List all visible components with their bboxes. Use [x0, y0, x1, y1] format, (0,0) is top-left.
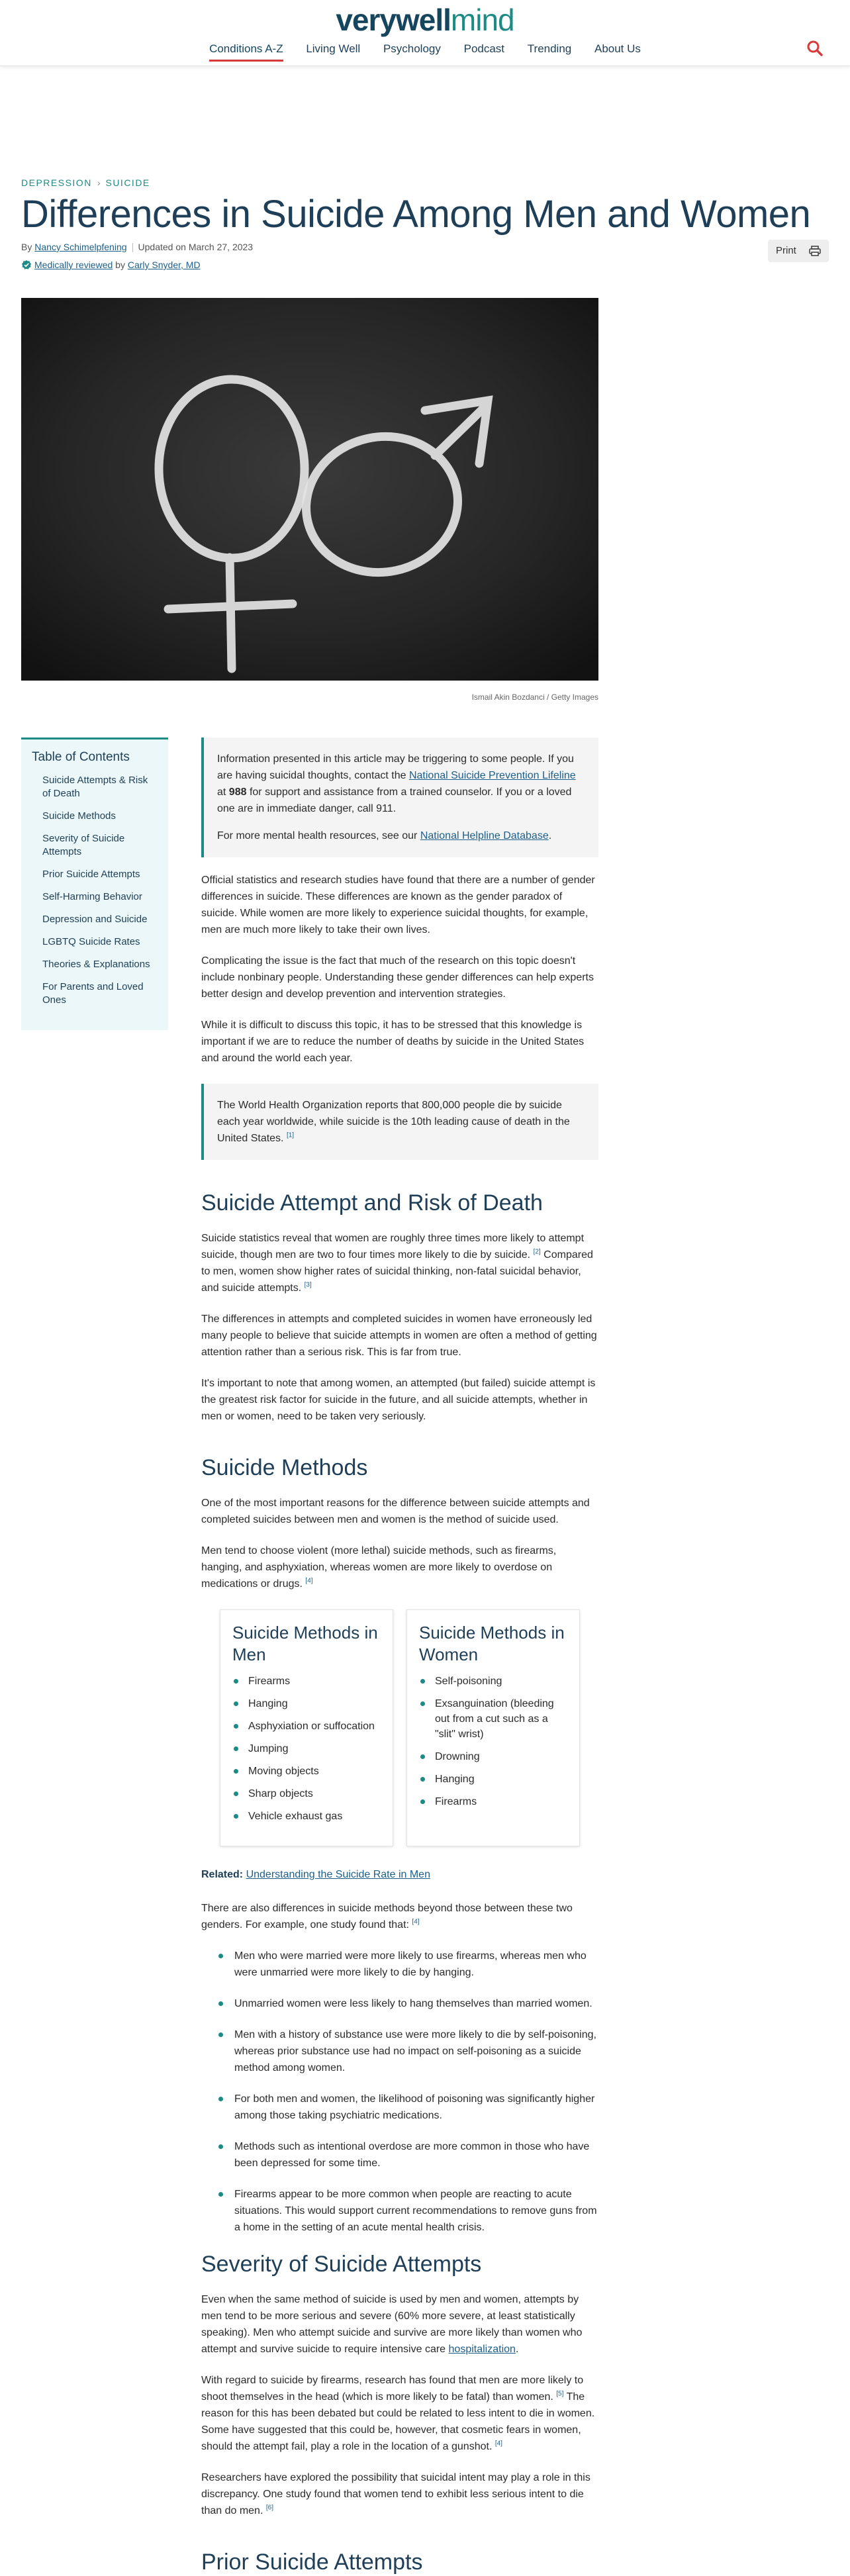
citation-ref[interactable]: [6] [265, 2504, 273, 2512]
hero-image [21, 298, 598, 681]
paragraph-text: Suicide statistics reveal that women are roughly three times more likely to attempt suicide, though men are two to four times more likely to die by suicide. [201, 1233, 585, 1261]
printer-icon [809, 246, 821, 256]
toc-item-severity[interactable]: Severity of Suicide Attempts [42, 833, 125, 857]
lifeline-link[interactable]: National Suicide Prevention Lifeline [408, 770, 576, 781]
related-article-link[interactable]: Understanding the Suicide Rate in Men [246, 1869, 430, 1880]
list-item: Jumping [232, 1741, 381, 1756]
list-item: Men with a history of substance use were more likely to die by self-poisoning, whereas prior substance use had no impact on self-poisoning as a suicide method among women. [218, 2027, 598, 2076]
callout-paragraph-1 [217, 751, 585, 817]
trigger-warning-callout [201, 738, 598, 857]
callout-text: for support and assistance from a trained counselor. If you or a loved one are in immediate danger, call 911. [217, 787, 572, 814]
print-button[interactable] [768, 240, 829, 262]
nav-podcast[interactable]: Podcast [463, 42, 505, 55]
image-credit: Ismail Akin Bozdanci / Getty Images [471, 692, 598, 702]
heading-suicide-methods: Suicide Methods [201, 1455, 368, 1480]
list-item: Asphyxiation or suffocation [232, 1719, 381, 1734]
list-item: Drowning [419, 1749, 567, 1764]
breadcrumb-chevron-icon: › [97, 177, 101, 188]
methods-paragraph-1: One of the most important reasons for the difference between suicide attempts and completed suicides between men and women is the method of suicide used. [201, 1498, 590, 1525]
methods-women-list [419, 1674, 567, 1809]
attempts-paragraph-1 [201, 1230, 598, 1296]
table-of-contents [21, 738, 168, 1030]
citation-ref[interactable]: [4] [495, 2440, 502, 2448]
list-item: Firearms appear to be more common when people are reacting to acute situations. This would support current recommendations to remove guns from a home in the setting of an acute mental health crisis. [218, 2186, 598, 2236]
toc-item-theories[interactable]: Theories & Explanations [42, 959, 150, 970]
attempts-paragraph-3: It's important to note that among women, an attempted (but failed) suicide attempt is the greatest risk factor for suicide in the future, and all suicide attempts, whether in men or women, need to be taken very seriously. [201, 1378, 596, 1422]
who-statistic-text [217, 1097, 585, 1147]
methods-paragraph-3 [201, 1900, 598, 1933]
toc-item-methods[interactable]: Suicide Methods [42, 810, 116, 822]
updated-date: Updated on March 27, 2023 [138, 242, 254, 252]
methods-men-title: Suicide Methods in Men [232, 1623, 378, 1664]
breadcrumb [21, 177, 150, 188]
page-title: Differences in Suicide Among Men and Women [21, 193, 811, 236]
list-item: Firearms [232, 1674, 381, 1689]
gender-symbols-chalk-illustration [21, 298, 598, 681]
list-item: Firearms [419, 1794, 567, 1809]
byline-prefix: By [21, 242, 32, 252]
nav-conditions[interactable]: Conditions A-Z [209, 42, 283, 62]
toc-item-lgbtq[interactable]: LGBTQ Suicide Rates [42, 936, 140, 947]
reviewed-by-word: by [115, 260, 125, 270]
medical-review [21, 260, 201, 270]
helpline-database-link[interactable]: National Helpline Database [420, 830, 549, 841]
callout-text: For more mental health resources, see our [217, 830, 418, 841]
list-item: Hanging [232, 1696, 381, 1711]
verified-check-icon [21, 260, 32, 270]
nav-trending[interactable]: Trending [527, 42, 572, 55]
list-item: Sharp objects [232, 1786, 381, 1801]
methods-men-list [232, 1674, 381, 1824]
main-nav [0, 42, 850, 62]
attempts-paragraph-2: The differences in attempts and completed suicides in women have erroneously led many people to believe that suicide attempts in women are often a method of getting attention rather than a serious risk. This is far from true. [201, 1313, 597, 1358]
list-item: Hanging [419, 1772, 567, 1787]
toc-item-parents[interactable]: For Parents and Loved Ones [42, 981, 144, 1006]
print-label: Print [776, 245, 796, 256]
list-item: Men who were married were more likely to use firearms, whereas men who were unmarried were more likely to die by hanging. [218, 1948, 598, 1981]
methods-paragraph-2 [201, 1543, 598, 1592]
list-item: Exsanguination (bleeding out from a cut such as a "slit" wrist) [419, 1696, 567, 1742]
citation-ref[interactable]: [1] [286, 1131, 295, 1139]
related-article [201, 1866, 598, 1883]
list-item: Moving objects [232, 1764, 381, 1779]
paragraph-text: Men tend to choose violent (more lethal) suicide methods, such as firearms, hanging, and asphyxiation, whereas women are more likely to overdose on medications or drugs. [201, 1545, 557, 1590]
intro-paragraph-3: While it is difficult to discuss this topic, it has to be stressed that this knowledge is important if we are to reduce the number of deaths by suicide in the United States and around the world each year. [201, 1020, 585, 1064]
breadcrumb-depression[interactable]: DEPRESSION [21, 177, 92, 188]
methods-women-title: Suicide Methods in Women [419, 1623, 565, 1664]
callout-text: at [217, 787, 226, 798]
who-text: The World Health Organization reports that 800,000 people die by suicide each year worldwide, while suicide is the 10th leading cause of death in the United States. [217, 1100, 570, 1144]
citation-ref[interactable]: [2] [533, 1248, 541, 1256]
heading-attempts-risk: Suicide Attempt and Risk of Death [201, 1190, 543, 1216]
methods-women-card [406, 1609, 580, 1846]
nav-psychology[interactable]: Psychology [383, 42, 441, 55]
citation-ref[interactable]: [3] [304, 1281, 312, 1289]
list-item: Self-poisoning [419, 1674, 567, 1689]
intro-paragraph-2: Complicating the issue is the fact that much of the research on this topic doesn't include nonbinary people. Understanding these gender differences can help experts better design and develop prevention and intervention strategies. [201, 955, 594, 1000]
toc-item-prior-attempts[interactable]: Prior Suicide Attempts [42, 869, 140, 880]
methods-men-card [220, 1609, 393, 1846]
severity-paragraph-3 [201, 2469, 598, 2519]
paragraph-text: The reason for this has been debated but could be related to less intent to die in women. Some have suggested that this could be, however, that cosmetic fears in women, should the attempt fail, play a role in the location of a gunshot. [201, 2391, 595, 2452]
heading-prior-attempts: Prior Suicide Attempts [201, 2550, 423, 2575]
site-header [0, 0, 850, 66]
paragraph-text: With regard to suicide by firearms, research has found that men are more likely to shoot themselves in the head (which is more likely to be fatal) than women. [201, 2375, 584, 2403]
paragraph-text: Researchers have explored the possibility that suicidal intent may play a role in this discrepancy. One study found that women tend to exhibit less serious intent to die than do men. [201, 2472, 590, 2516]
logo-brand: verywell [336, 3, 451, 37]
breadcrumb-suicide[interactable]: SUICIDE [105, 177, 150, 188]
search-icon[interactable] [806, 40, 824, 57]
logo-sub: mind [450, 3, 514, 37]
citation-ref[interactable]: [4] [412, 1918, 420, 1926]
hospitalization-link[interactable]: hospitalization [448, 2344, 516, 2355]
related-label: Related: [201, 1869, 244, 1880]
heading-severity: Severity of Suicide Attempts [201, 2252, 482, 2277]
toc-item-attempts[interactable]: Suicide Attempts & Risk of Death [42, 775, 148, 799]
list-item: Unmarried women were less likely to hang themselves than married women. [218, 1995, 598, 2012]
byline-divider [132, 243, 133, 252]
paragraph-text: Even when the same method of suicide is used by men and women, attempts by men tend to be more serious and severe (60% more severe, at least statistically speaking). Men who attempt suicide and survive are more likely than women who attempt and survive suicide to require intensive care [201, 2294, 583, 2355]
nav-living-well[interactable]: Living Well [306, 42, 361, 55]
paragraph-text: Compared to men, women show higher rates of suicidal thinking, non-fatal suicidal behavior, and suicide attempts. [201, 1249, 593, 1294]
citation-ref[interactable]: [4] [305, 1577, 313, 1585]
callout-text: Information presented in this article may be triggering to some people. If you are having suicidal thoughts, contact the [217, 753, 574, 781]
medically-reviewed-link[interactable]: Medically reviewed [34, 260, 113, 270]
study-findings-list [201, 1948, 598, 2236]
methods-comparison [220, 1609, 598, 1846]
author-link[interactable]: Nancy Schimelpfening [34, 242, 127, 252]
severity-paragraph-2 [201, 2372, 598, 2455]
list-item: For both men and women, the likelihood of poisoning was significantly higher among those taking psychiatric medications. [218, 2091, 598, 2124]
toc-item-self-harm[interactable]: Self-Harming Behavior [42, 891, 142, 902]
callout-paragraph-2 [217, 828, 585, 844]
who-statistic-callout [201, 1084, 598, 1160]
article-content [201, 738, 598, 2576]
byline [21, 242, 253, 252]
citation-ref[interactable]: [5] [556, 2390, 564, 2398]
toc-item-depression[interactable]: Depression and Suicide [42, 914, 148, 925]
paragraph-text: . [515, 2344, 519, 2355]
nav-about-us[interactable]: About Us [594, 42, 641, 55]
severity-paragraph-1 [201, 2291, 598, 2358]
list-item: Methods such as intentional overdose are more common in those who have been depressed for some time. [218, 2138, 598, 2171]
intro-paragraph-1: Official statistics and research studies have found that there are a number of gender differences in suicide. These differences are known as the gender paradox of suicide. While women are more likely to experience suicidal thoughts, for example, men are much more likely to take their own lives. [201, 875, 595, 935]
callout-text: . [548, 830, 552, 841]
lifeline-number: 988 [228, 787, 247, 798]
toc-title: Table of Contents [32, 750, 130, 764]
paragraph-text: There are also differences in suicide methods beyond those between these two genders. For example, one study found that: [201, 1903, 573, 1931]
list-item: Vehicle exhaust gas [232, 1809, 381, 1824]
site-logo[interactable] [0, 1, 850, 38]
reviewer-link[interactable]: Carly Snyder, MD [127, 260, 201, 270]
